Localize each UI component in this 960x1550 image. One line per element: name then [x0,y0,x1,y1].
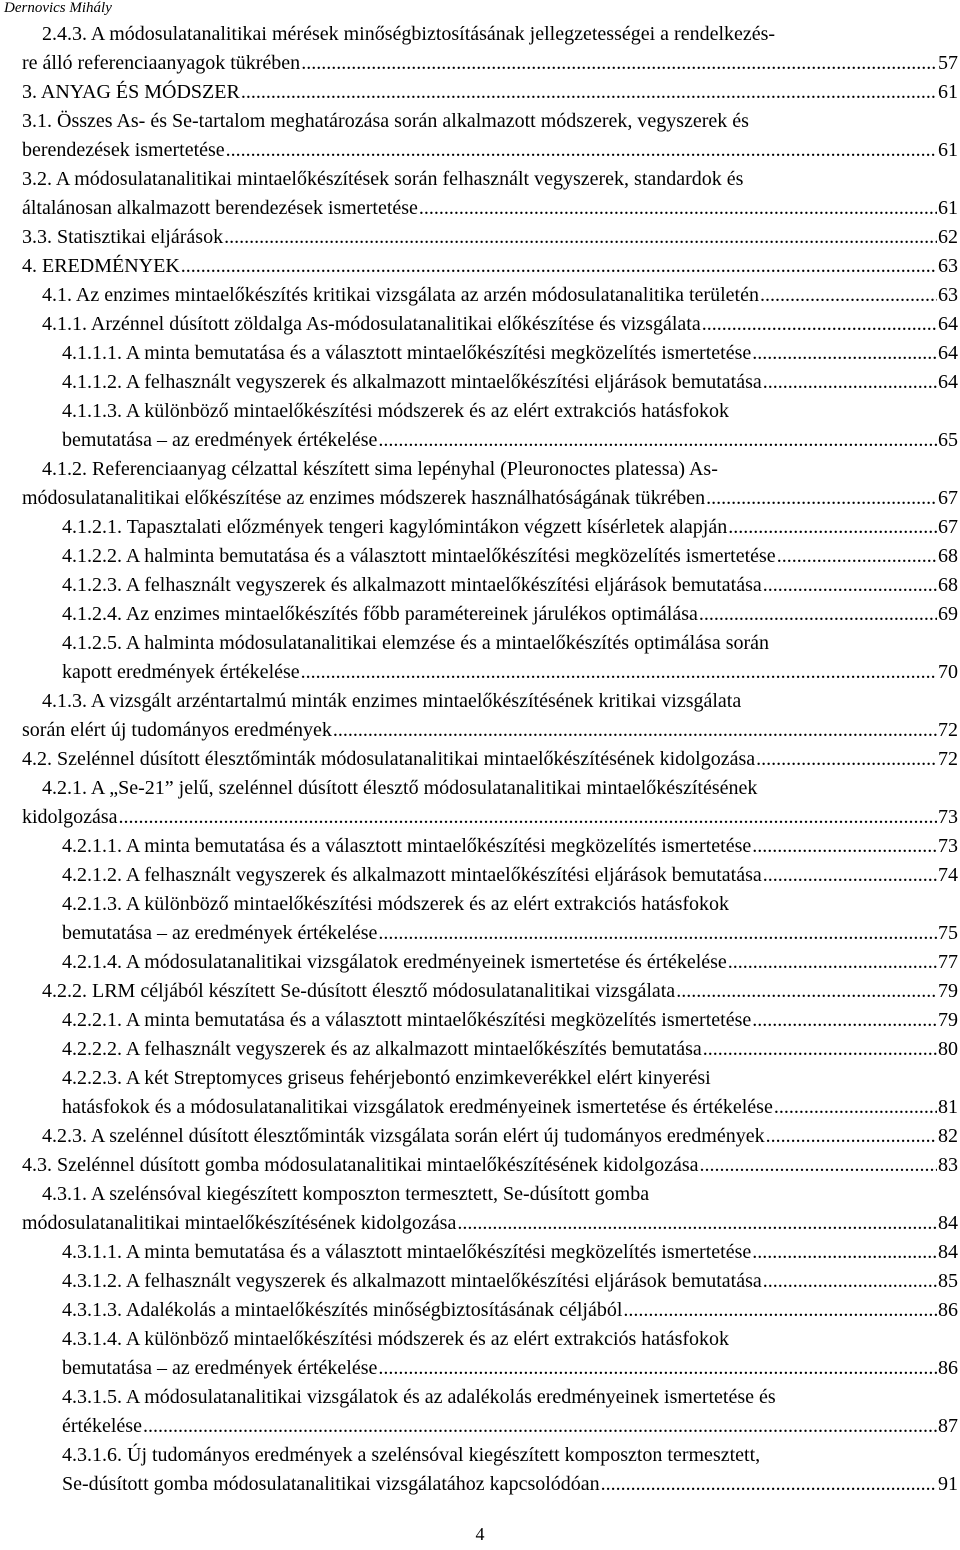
toc-entry[interactable] [62,339,958,368]
toc-page-number: 64 [938,371,958,393]
page-number: 4 [475,1524,485,1544]
toc-entry[interactable] [62,542,958,571]
toc-page-number: 63 [938,284,958,306]
toc-entry-title-start: 4.3.1.5. A módosulatanalitikai vizsgálatok és az adalékolás eredményeinek ismertetése és [62,1386,776,1408]
toc-entry-title-start: 4.1.2. Referenciaanyag célzattal készített sima lepényhal (Pleuronoctes platessa) As- [42,458,718,480]
toc-page-number: 64 [938,313,958,335]
toc-leader-dots [419,194,937,223]
toc-page-number: 65 [938,429,958,451]
toc-entry[interactable] [62,1035,958,1064]
toc-page-number: 67 [938,516,958,538]
toc-entry-title: bemutatása – az eredmények értékelése [62,429,378,451]
toc-entry-title: 4.2.2.1. A minta bemutatása és a választott mintaelőkészítési megközelítés ismertetése [62,1009,752,1031]
toc-leader-dots [702,310,937,339]
toc-page-number: 73 [938,835,958,857]
toc-entry[interactable] [22,107,958,165]
toc-page-number: 86 [938,1357,958,1379]
toc-entry[interactable] [22,687,958,745]
toc-entry-title: 4.2.1.1. A minta bemutatása és a választott mintaelőkészítési megközelítés ismertetése [62,835,752,857]
toc-entry[interactable] [22,252,958,281]
toc-entry-title: értékelése [62,1415,142,1437]
toc-page-number: 61 [938,81,958,103]
toc-leader-dots [378,426,937,455]
toc-entry-title-start: 4.1.3. A vizsgált arzéntartalmú minták enzimes mintaelőkészítésének kritikai vizsgálata [42,690,742,712]
toc-page-number: 61 [938,197,958,219]
toc-entry-title: Se-dúsított gomba módosulatanalitikai vizsgálatához kapcsolódóan [62,1473,600,1495]
toc-entry-title: 4.2.1.4. A módosulatanalitikai vizsgálatok eredményeinek ismertetése és értékelése [62,951,727,973]
toc-entry-title-start: 2.4.3. A módosulatanalitikai mérések minőségbiztosításának jellegzetességei a rendelkezés- [42,23,776,45]
toc-leader-dots [378,1354,937,1383]
toc-page-number: 83 [938,1154,958,1176]
toc-leader-dots [241,78,937,107]
toc-leader-dots [700,1151,937,1180]
toc-entry[interactable] [22,1151,958,1180]
toc-entry-title: általánosan alkalmazott berendezések ismertetése [22,197,418,219]
toc-entry-title: 4.1.2.2. A halminta bemutatása és a választott mintaelőkészítési megközelítés ismertetése [62,545,776,567]
toc-leader-dots [777,542,937,571]
toc-entry-title: 3.3. Statisztikai eljárások [22,226,224,248]
toc-leader-dots [333,716,937,745]
toc-entry[interactable] [62,1383,958,1441]
toc-page-number: 72 [938,719,958,741]
toc-entry-title: bemutatása – az eredmények értékelése [62,922,378,944]
toc-page-number: 75 [938,922,958,944]
toc-entry[interactable] [22,223,958,252]
toc-page-number: 69 [938,603,958,625]
toc-entry[interactable] [62,368,958,397]
toc-page-number: 84 [938,1241,958,1263]
toc-leader-dots [728,948,937,977]
toc-entry-title-start: 3.1. Összes As- és Se-tartalom meghatározása során alkalmazott módszerek, vegyszerek és [22,110,749,132]
toc-leader-dots [763,368,937,397]
toc-entry[interactable] [62,600,958,629]
toc-entry-title: 4.3.1.2. A felhasznált vegyszerek és alkalmazott mintaelőkészítési eljárások bemutatása [62,1270,762,1292]
toc-page-number: 79 [938,1009,958,1031]
toc-leader-dots [703,1035,937,1064]
toc-page-number: 64 [938,342,958,364]
toc-entry-title: re álló referenciaanyagok tükrében [22,52,301,74]
toc-leader-dots [752,1006,937,1035]
toc-entry[interactable] [62,513,958,542]
toc-entry-title: módosulatanalitikai mintaelőkészítésének kidolgozása [22,1212,457,1234]
toc-leader-dots [301,49,937,78]
toc-page-number: 61 [938,139,958,161]
toc-page-number: 68 [938,574,958,596]
toc-entry-title: 3. ANYAG ÉS MÓDSZER [22,81,240,103]
toc-leader-dots [224,223,937,252]
toc-entry[interactable] [62,1441,958,1499]
toc-leader-dots [143,1412,937,1441]
toc-page-number: 81 [938,1096,958,1118]
toc-entry[interactable] [62,1325,958,1383]
toc-page-number: 62 [938,226,958,248]
toc-entry-title: 4.2.2. LRM céljából készített Se-dúsított élesztő módosulatanalitikai vizsgálata [42,980,676,1002]
toc-leader-dots [763,1267,937,1296]
toc-page-number: 85 [938,1270,958,1292]
toc-entry-title-start: 4.3.1.6. Új tudományos eredmények a szelénsóval kiegészített komposzton termesztett, [62,1444,761,1466]
toc-entry-title: 4.1.2.3. A felhasznált vegyszerek és alkalmazott mintaelőkészítési eljárások bemutatása [62,574,762,596]
toc-entry-title: 4.3. Szelénnel dúsított gomba módosulatanalitikai mintaelőkészítésének kidolgozása [22,1154,699,1176]
toc-entry[interactable] [62,1296,958,1325]
toc-entry-title: 4.1.1. Arzénnel dúsított zöldalga As-módosulatanalitikai előkészítése és vizsgálata [42,313,701,335]
toc-leader-dots [226,136,937,165]
toc-entry-title: módosulatanalitikai előkészítése az enzimes módszerek használhatóságának tükrében [22,487,706,509]
toc-page-number: 68 [938,545,958,567]
toc-entry-title: hatásfokok és a módosulatanalitikai vizsgálatok eredményeinek ismertetése és értékelése [62,1096,773,1118]
toc-entry-title: bemutatása – az eredmények értékelése [62,1357,378,1379]
toc-leader-dots [699,600,937,629]
toc-leader-dots [752,832,937,861]
toc-entry[interactable] [42,977,958,1006]
toc-entry-title: 4.3.1.1. A minta bemutatása és a választott mintaelőkészítési megközelítés ismertetése [62,1241,752,1263]
toc-entry[interactable] [62,629,958,687]
toc-entry-title: során elért új tudományos eredmények [22,719,332,741]
toc-entry-title-start: 4.2.1.3. A különböző mintaelőkészítési módszerek és az elért extrakciós hatásfokok [62,893,730,915]
toc-entry-title-start: 4.2.2.3. A két Streptomyces griseus fehérjebontó enzimkeverékkel elért kinyerési [62,1067,711,1089]
toc-entry-title: 4.1.1.1. A minta bemutatása és a választott mintaelőkészítési megközelítés ismertetése [62,342,752,364]
toc-entry-title-start: 4.3.1.4. A különböző mintaelőkészítési módszerek és az elért extrakciós hatásfokok [62,1328,730,1350]
toc-entry-title: 4.1.1.2. A felhasznált vegyszerek és alkalmazott mintaelőkészítési eljárások bemutatása [62,371,762,393]
toc-leader-dots [301,658,937,687]
toc-page-number: 72 [938,748,958,770]
toc-entry-title-start: 4.1.2.5. A halminta módosulatanalitikai elemzése és a mintaelőkészítés optimálása során [62,632,770,654]
toc-entry-title: berendezések ismertetése [22,139,225,161]
toc-page-number: 70 [938,661,958,683]
toc-leader-dots [181,252,937,281]
toc-leader-dots [728,513,937,542]
toc-leader-dots [601,1470,937,1499]
toc-entry[interactable] [62,1267,958,1296]
toc-entry[interactable] [62,571,958,600]
toc-entry-title: 4.2.2.2. A felhasznált vegyszerek és az alkalmazott mintaelőkészítés bemutatása [62,1038,702,1060]
toc-page-number: 91 [938,1473,958,1495]
toc-entry[interactable] [22,745,958,774]
running-header-author: Dernovics Mihály [4,0,112,16]
toc-leader-dots [119,803,937,832]
toc-entry-title-start: 4.3.1. A szelénsóval kiegészített komposzton termesztett, Se-dúsított gomba [42,1183,650,1205]
toc-page-number: 63 [938,255,958,277]
toc-entry-title: kapott eredmények értékelése [62,661,300,683]
toc-entry[interactable] [22,455,958,513]
toc-entry[interactable] [62,948,958,977]
toc-page-number: 82 [938,1125,958,1147]
toc-page-number: 80 [938,1038,958,1060]
toc-entry-title: 4.3.1.3. Adalékolás a mintaelőkészítés minőségbiztosításának céljából [62,1299,623,1321]
toc-leader-dots [763,861,937,890]
toc-entry[interactable] [22,1180,958,1238]
toc-page-number: 84 [938,1212,958,1234]
toc-page-number: 73 [938,806,958,828]
toc-entry[interactable] [42,1122,958,1151]
toc-leader-dots [774,1093,937,1122]
toc-entry[interactable] [42,281,958,310]
toc-entry-title-start: 4.1.1.3. A különböző mintaelőkészítési módszerek és az elért extrakciós hatásfokok [62,400,730,422]
toc-page-number: 86 [938,1299,958,1321]
toc-page-number: 57 [938,52,958,74]
toc-entry[interactable] [62,1064,958,1122]
toc-entry[interactable] [62,397,958,455]
toc-leader-dots [623,1296,937,1325]
toc-entry[interactable] [62,890,958,948]
toc-entry[interactable] [62,1238,958,1267]
toc-page-number: 79 [938,980,958,1002]
toc-entry[interactable] [62,832,958,861]
toc-leader-dots [457,1209,937,1238]
toc-leader-dots [378,919,937,948]
toc-entry-title: 4.1. Az enzimes mintaelőkészítés kritikai vizsgálata az arzén módosulatanalitika területén [42,284,759,306]
toc-leader-dots [752,1238,937,1267]
toc-entry-title: 4.1.2.1. Tapasztalati előzmények tengeri kagylómintákon végzett kísérletek alapján [62,516,728,538]
toc-entry-title-start: 4.2.1. A „Se-21” jelű, szelénnel dúsított élesztő módosulatanalitikai mintaelőkészítésének [42,777,758,799]
toc-leader-dots [752,339,937,368]
toc-entry-title: 4. EREDMÉNYEK [22,255,180,277]
toc-leader-dots [706,484,937,513]
toc-leader-dots [676,977,937,1006]
toc-page-number: 74 [938,864,958,886]
toc-entry[interactable] [22,20,958,78]
toc-page-number: 77 [938,951,958,973]
toc-entry-title: 4.1.2.4. Az enzimes mintaelőkészítés főbb paramétereinek járulékos optimálása [62,603,698,625]
toc-entry-title: 4.2.1.2. A felhasznált vegyszerek és alkalmazott mintaelőkészítési eljárások bemutatása [62,864,762,886]
toc-entry[interactable] [22,165,958,223]
toc-entry-title: 4.2. Szelénnel dúsított élesztőminták módosulatanalitikai mintaelőkészítésének kidolgozása [22,748,756,770]
toc-entry[interactable] [42,310,958,339]
toc-leader-dots [763,571,937,600]
toc-page-number: 87 [938,1415,958,1437]
toc-entry-title: kidolgozása [22,806,118,828]
toc-entry-title: 4.2.3. A szelénnel dúsított élesztőminták vizsgálata során elért új tudományos eredmények [42,1125,765,1147]
toc-leader-dots [756,745,937,774]
toc-entry-title-start: 3.2. A módosulatanalitikai mintaelőkészítések során felhasznált vegyszerek, standardok és [22,168,744,190]
toc-entry[interactable] [22,774,958,832]
toc-leader-dots [760,281,937,310]
toc-page-number: 67 [938,487,958,509]
toc-leader-dots [766,1122,937,1151]
toc-entry[interactable] [62,1006,958,1035]
toc-entry[interactable] [62,861,958,890]
toc-entry[interactable] [22,78,958,107]
